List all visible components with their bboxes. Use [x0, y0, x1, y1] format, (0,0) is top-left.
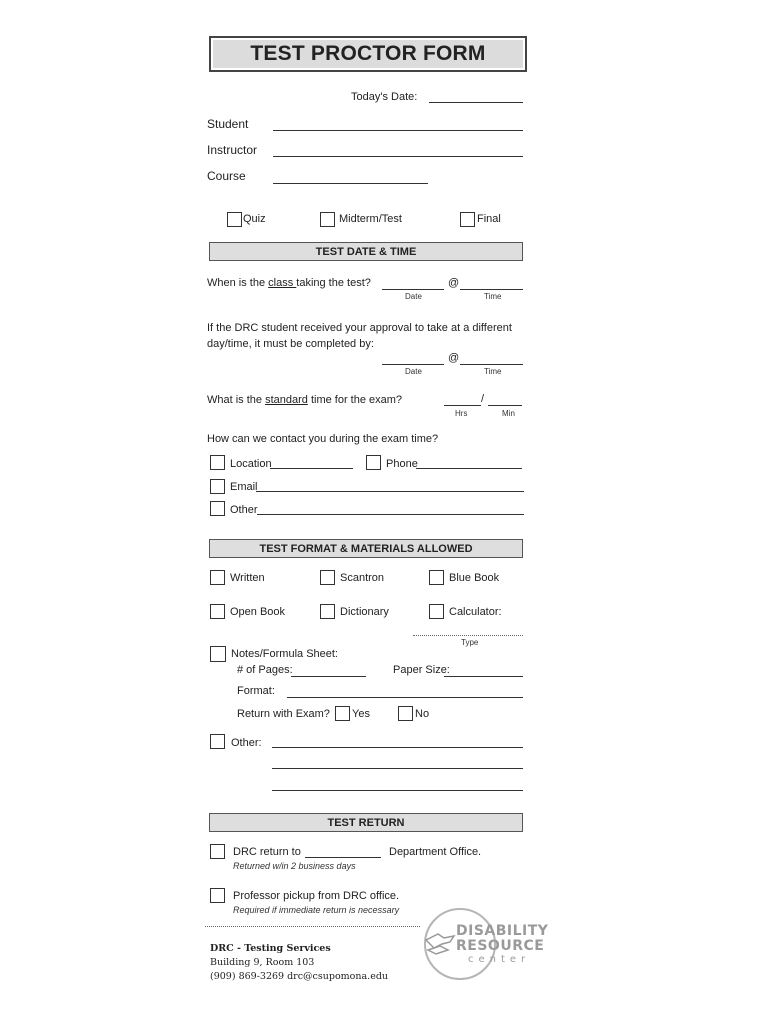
- footer-org: DRC - Testing Services: [210, 943, 331, 954]
- professor-pickup-label: Professor pickup from DRC office.: [233, 890, 400, 902]
- slash-separator: /: [481, 393, 485, 405]
- notes-checkbox[interactable]: [210, 646, 226, 662]
- drc-logo: [420, 906, 549, 984]
- location-field[interactable]: [270, 468, 353, 469]
- type-caption: Type: [461, 638, 479, 647]
- required-note: Required if immediate return is necessary: [233, 905, 400, 915]
- approved-time-field[interactable]: [460, 364, 523, 365]
- email-field[interactable]: [256, 491, 524, 492]
- phone-field[interactable]: [416, 468, 522, 469]
- materials-other-field-3[interactable]: [272, 790, 523, 791]
- class-time-field[interactable]: [460, 289, 523, 290]
- materials-other-field-1[interactable]: [272, 747, 523, 748]
- logo-line2: RESOURCE: [456, 938, 545, 954]
- min-caption: Min: [502, 409, 515, 418]
- footer-divider: [205, 926, 420, 927]
- materials-other-label: Other:: [231, 737, 262, 749]
- written-label: Written: [230, 572, 265, 584]
- drc-return-field[interactable]: [305, 857, 381, 858]
- class-date-field[interactable]: [382, 289, 444, 290]
- time-caption: Time: [484, 292, 502, 301]
- student-label: Student: [207, 117, 249, 131]
- section-header-test-return: TEST RETURN: [209, 813, 523, 832]
- hrs-caption: Hrs: [455, 409, 468, 418]
- midterm-checkbox[interactable]: [320, 212, 335, 227]
- instructor-field[interactable]: [273, 156, 523, 157]
- at-symbol-2: @: [448, 352, 460, 364]
- standard-time-question: What is the standard time for the exam?: [207, 394, 403, 406]
- todays-date-label: Today's Date:: [351, 91, 418, 103]
- calculator-label: Calculator:: [449, 606, 502, 618]
- contact-other-label: Other: [230, 504, 258, 516]
- section-header-materials: TEST FORMAT & MATERIALS ALLOWED: [209, 539, 523, 558]
- dictionary-label: Dictionary: [340, 606, 389, 618]
- paper-size-label: Paper Size:: [393, 664, 450, 676]
- materials-other-checkbox[interactable]: [210, 734, 225, 749]
- return-yes-label: Yes: [352, 708, 370, 720]
- drc-return-checkbox[interactable]: [210, 844, 225, 859]
- drc-return-label: DRC return to: [233, 846, 301, 858]
- class-test-question: When is the class taking the test?: [207, 277, 371, 289]
- course-label: Course: [207, 169, 246, 183]
- course-field[interactable]: [273, 183, 428, 184]
- location-label: Location: [230, 458, 272, 470]
- contact-other-field[interactable]: [257, 514, 524, 515]
- todays-date-field[interactable]: [429, 102, 523, 103]
- time-caption-2: Time: [484, 367, 502, 376]
- hours-field[interactable]: [444, 405, 481, 406]
- return-exam-label: Return with Exam?: [237, 708, 330, 720]
- email-checkbox[interactable]: [210, 479, 225, 494]
- contact-other-checkbox[interactable]: [210, 501, 225, 516]
- approved-date-field[interactable]: [382, 364, 444, 365]
- quiz-label: Quiz: [243, 213, 266, 225]
- calculator-checkbox[interactable]: [429, 604, 444, 619]
- section-header-date-time: TEST DATE & TIME: [209, 242, 523, 261]
- open-book-label: Open Book: [230, 606, 286, 618]
- footer-contact: (909) 869-3269 drc@csupomona.edu: [210, 971, 389, 982]
- phone-checkbox[interactable]: [366, 455, 381, 470]
- form-title: TEST PROCTOR FORM: [209, 36, 527, 72]
- return-yes-checkbox[interactable]: [335, 706, 350, 721]
- written-checkbox[interactable]: [210, 570, 225, 585]
- pages-field[interactable]: [291, 676, 366, 677]
- student-field[interactable]: [273, 130, 523, 131]
- quiz-checkbox[interactable]: [227, 212, 242, 227]
- return-no-checkbox[interactable]: [398, 706, 413, 721]
- midterm-label: Midterm/Test: [339, 213, 402, 225]
- pages-label: # of Pages:: [237, 664, 293, 676]
- return-no-label: No: [415, 708, 430, 720]
- professor-pickup-checkbox[interactable]: [210, 888, 225, 903]
- minutes-field[interactable]: [488, 405, 522, 406]
- scantron-label: Scantron: [340, 572, 385, 584]
- date-caption: Date: [405, 292, 422, 301]
- approval-text-line1: If the DRC student received your approval to take at a different: [207, 322, 512, 334]
- open-book-checkbox[interactable]: [210, 604, 225, 619]
- contact-question: How can we contact you during the exam time?: [207, 433, 439, 445]
- blue-book-checkbox[interactable]: [429, 570, 444, 585]
- logo-line3: center: [468, 954, 531, 965]
- location-checkbox[interactable]: [210, 455, 225, 470]
- final-label: Final: [477, 213, 501, 225]
- email-label: Email: [230, 481, 258, 493]
- format-label: Format:: [237, 685, 275, 697]
- footer-building: Building 9, Room 103: [210, 957, 315, 968]
- logo-line1: DISABILITY: [456, 923, 549, 939]
- returned-note: Returned w/in 2 business days: [233, 861, 356, 871]
- date-caption-2: Date: [405, 367, 422, 376]
- materials-other-field-2[interactable]: [272, 768, 523, 769]
- at-symbol: @: [448, 277, 460, 289]
- final-checkbox[interactable]: [460, 212, 475, 227]
- scantron-checkbox[interactable]: [320, 570, 335, 585]
- instructor-label: Instructor: [207, 143, 258, 157]
- format-field[interactable]: [287, 697, 523, 698]
- dictionary-checkbox[interactable]: [320, 604, 335, 619]
- blue-book-label: Blue Book: [449, 572, 500, 584]
- paper-size-field[interactable]: [444, 676, 523, 677]
- notes-label: Notes/Formula Sheet:: [231, 648, 338, 660]
- department-office-label: Department Office.: [389, 846, 482, 858]
- phone-label: Phone: [386, 458, 418, 470]
- approval-text-line2: day/time, it must be completed by:: [207, 338, 374, 350]
- calculator-type-field[interactable]: [413, 635, 523, 636]
